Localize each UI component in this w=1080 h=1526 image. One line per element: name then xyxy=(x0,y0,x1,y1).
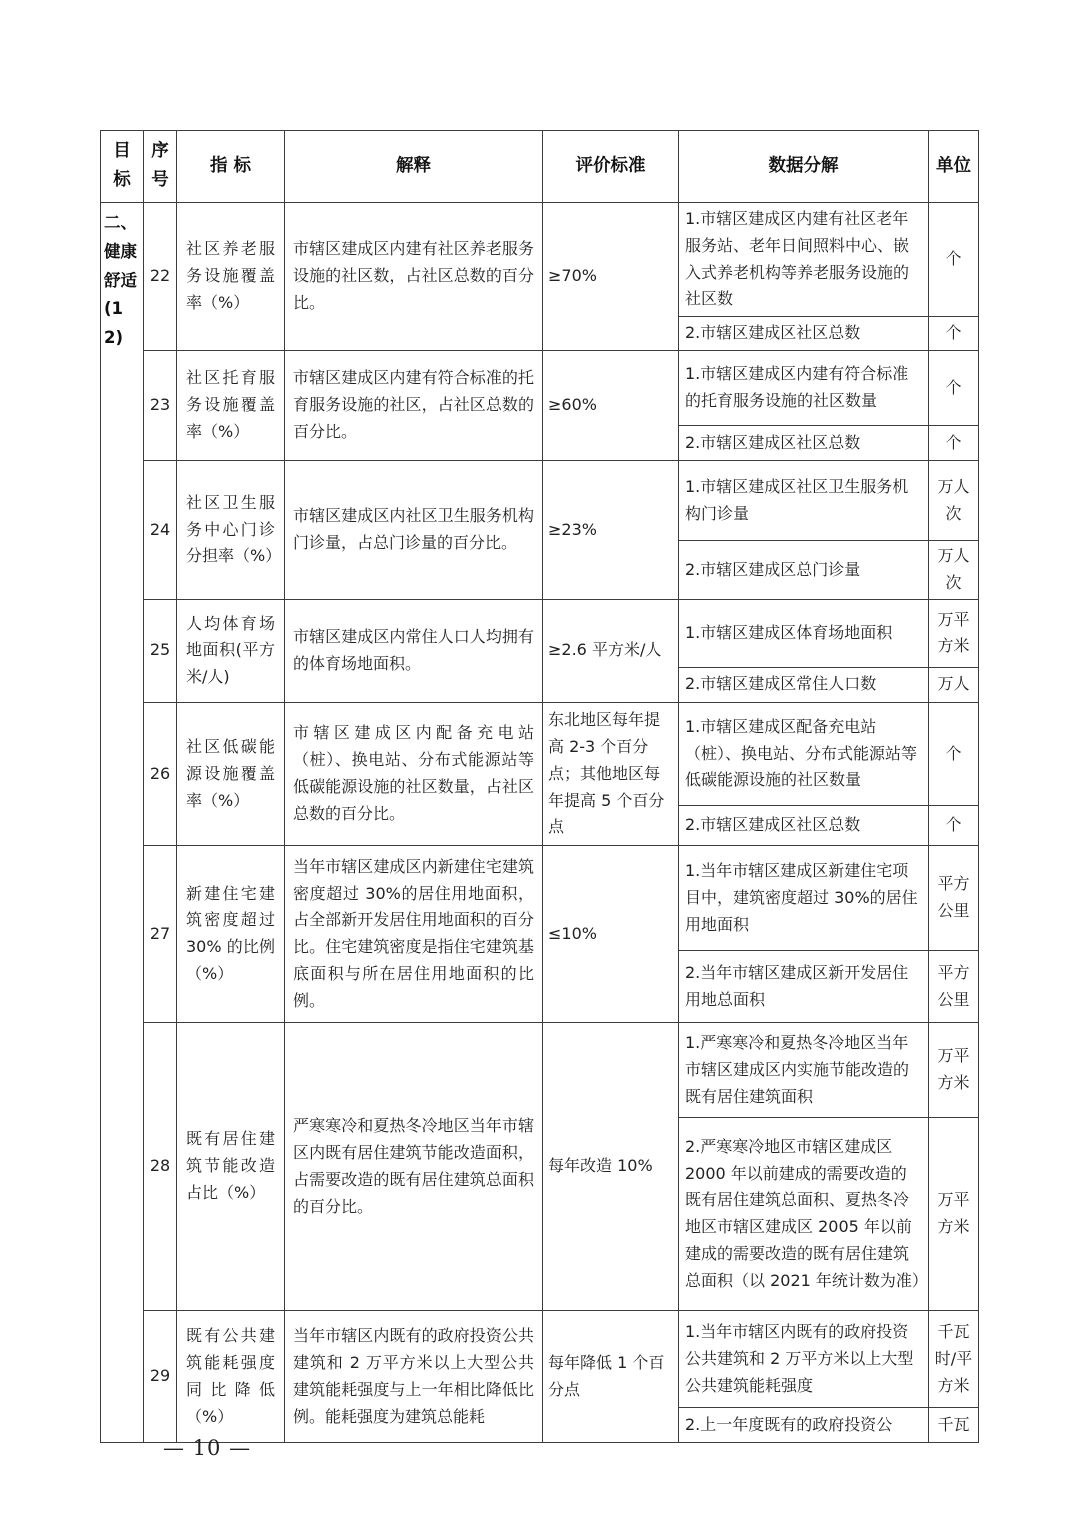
indicator-cell: 新建住宅建筑密度超过30% 的比例（%） xyxy=(177,846,285,1023)
unit-cell: 个 xyxy=(929,202,979,317)
standard-cell: ≥70% xyxy=(543,202,679,350)
breakdown-item-cell: 1.市辖区建成区配备充电站（桩）、换电站、分布式能源站等低碳能源设施的社区数量 xyxy=(679,702,929,805)
breakdown-item-cell: 1.当年市辖区建成区新建住宅项目中，建筑密度超过 30%的居住用地面积 xyxy=(679,846,929,951)
table-header-row xyxy=(101,131,979,203)
unit-cell: 平方公里 xyxy=(929,951,979,1023)
breakdown-item-cell: 2.市辖区建成区社区总数 xyxy=(679,426,929,461)
unit-cell: 万平方米 xyxy=(929,1023,979,1118)
standard-cell: ≥2.6 平方米/人 xyxy=(543,599,679,702)
breakdown-item-cell: 2.市辖区建成区社区总数 xyxy=(679,317,929,351)
indicator-cell: 人均体育场地面积(平方米/人) xyxy=(177,599,285,702)
unit-cell: 万平方米 xyxy=(929,1118,979,1311)
standard-cell: ≥23% xyxy=(543,461,679,600)
goal-cell: 二、健康舒适(12) xyxy=(101,202,144,1443)
unit-cell: 平方公里 xyxy=(929,846,979,951)
breakdown-item-cell: 1.市辖区建成区内建有社区老年服务站、老年日间照料中心、嵌入式养老机构等养老服务设施的社区数 xyxy=(679,202,929,317)
table-row xyxy=(101,351,979,426)
standard-cell: 东北地区每年提高 2-3 个百分点；其他地区每年提高 5 个百分点 xyxy=(543,702,679,845)
table-row xyxy=(101,461,979,541)
table-row xyxy=(101,202,979,317)
row-number-cell: 22 xyxy=(144,202,177,350)
indicator-cell: 社区低碳能源设施覆盖率（%） xyxy=(177,702,285,845)
table-row xyxy=(101,1023,979,1118)
explanation-cell: 市辖区建成区内社区卫生服务机构门诊量，占总门诊量的百分比。 xyxy=(285,461,543,600)
row-number-cell: 24 xyxy=(144,461,177,600)
breakdown-item-cell: 2.严寒寒冷地区市辖区建成区 2000 年以前建成的需要改造的既有居住建筑总面积、夏热冬冷地区市辖区建成区 2005 年以前建成的需要改造的既有居住建筑总面积（以 2021 年统计数为准） xyxy=(679,1118,929,1311)
breakdown-item-cell: 2.当年市辖区建成区新开发居住用地总面积 xyxy=(679,951,929,1023)
indicator-cell: 社区卫生服务中心门诊分担率（%） xyxy=(177,461,285,600)
table-row xyxy=(101,846,979,951)
indicator-cell: 社区养老服务设施覆盖率（%） xyxy=(177,202,285,350)
unit-cell: 个 xyxy=(929,806,979,846)
indicator-cell: 社区托育服务设施覆盖率（%） xyxy=(177,351,285,461)
column-header-3: 指 标 xyxy=(177,131,285,203)
column-header-5: 评价标准 xyxy=(543,131,679,203)
indicators-table xyxy=(100,130,979,1443)
row-number-cell: 29 xyxy=(144,1311,177,1443)
unit-cell: 个 xyxy=(929,351,979,426)
breakdown-item-cell: 1.当年市辖区内既有的政府投资公共建筑和 2 万平方米以上大型公共建筑能耗强度 xyxy=(679,1311,929,1408)
breakdown-item-cell: 2.上一年度既有的政府投资公 xyxy=(679,1408,929,1443)
standard-cell: 每年降低 1 个百分点 xyxy=(543,1311,679,1443)
unit-cell: 个 xyxy=(929,317,979,351)
table-row xyxy=(101,702,979,805)
indicator-cell: 既有居住建筑节能改造占比（%） xyxy=(177,1023,285,1311)
row-number-cell: 28 xyxy=(144,1023,177,1311)
unit-cell: 万人次 xyxy=(929,541,979,600)
explanation-cell: 当年市辖区内既有的政府投资公共建筑和 2 万平方米以上大型公共建筑能耗强度与上一年相比降低比例。能耗强度为建筑总能耗 xyxy=(285,1311,543,1443)
explanation-cell: 市辖区建成区内建有符合标准的托育服务设施的社区，占社区总数的百分比。 xyxy=(285,351,543,461)
breakdown-item-cell: 1.市辖区建成区体育场地面积 xyxy=(679,599,929,667)
unit-cell: 千瓦时/平方米 xyxy=(929,1311,979,1408)
unit-cell: 万人 xyxy=(929,667,979,702)
page-number-label: — 10 — xyxy=(163,1436,252,1460)
unit-cell: 个 xyxy=(929,426,979,461)
breakdown-item-cell: 1.市辖区建成区社区卫生服务机构门诊量 xyxy=(679,461,929,541)
explanation-cell: 市辖区建成区内配备充电站（桩）、换电站、分布式能源站等低碳能源设施的社区数量，占社区总数的百分比。 xyxy=(285,702,543,845)
explanation-cell: 市辖区建成区内建有社区养老服务设施的社区数，占社区总数的百分比。 xyxy=(285,202,543,350)
row-number-cell: 23 xyxy=(144,351,177,461)
explanation-cell: 市辖区建成区内常住人口人均拥有的体育场地面积。 xyxy=(285,599,543,702)
indicator-cell: 既有公共建筑能耗强度同比降低（%） xyxy=(177,1311,285,1443)
breakdown-item-cell: 1.严寒寒冷和夏热冬冷地区当年市辖区建成区内实施节能改造的既有居住建筑面积 xyxy=(679,1023,929,1118)
row-number-cell: 25 xyxy=(144,599,177,702)
unit-cell: 万平方米 xyxy=(929,599,979,667)
column-header-6: 数据分解 xyxy=(679,131,929,203)
breakdown-item-cell: 2.市辖区建成区社区总数 xyxy=(679,806,929,846)
standard-cell: 每年改造 10% xyxy=(543,1023,679,1311)
breakdown-item-cell: 1.市辖区建成区内建有符合标准的托育服务设施的社区数量 xyxy=(679,351,929,426)
row-number-cell: 27 xyxy=(144,846,177,1023)
standard-cell: ≤10% xyxy=(543,846,679,1023)
column-header-7: 单位 xyxy=(929,131,979,203)
table-row xyxy=(101,1311,979,1408)
column-header-4: 解释 xyxy=(285,131,543,203)
explanation-cell: 当年市辖区建成区内新建住宅建筑密度超过 30%的居住用地面积，占全部新开发居住用地面积的百分比。住宅建筑密度是指住宅建筑基底面积与所在居住用地面积的比例。 xyxy=(285,846,543,1023)
unit-cell: 万人次 xyxy=(929,461,979,541)
breakdown-item-cell: 2.市辖区建成区总门诊量 xyxy=(679,541,929,600)
unit-cell: 千瓦 xyxy=(929,1408,979,1443)
row-number-cell: 26 xyxy=(144,702,177,845)
unit-cell: 个 xyxy=(929,702,979,805)
column-header-2: 序号 xyxy=(144,131,177,203)
breakdown-item-cell: 2.市辖区建成区常住人口数 xyxy=(679,667,929,702)
table-row xyxy=(101,599,979,667)
page-number xyxy=(163,1436,251,1460)
explanation-cell: 严寒寒冷和夏热冬冷地区当年市辖区内既有居住建筑节能改造面积，占需要改造的既有居住建筑总面积的百分比。 xyxy=(285,1023,543,1311)
standard-cell: ≥60% xyxy=(543,351,679,461)
column-header-1: 目标 xyxy=(101,131,144,203)
